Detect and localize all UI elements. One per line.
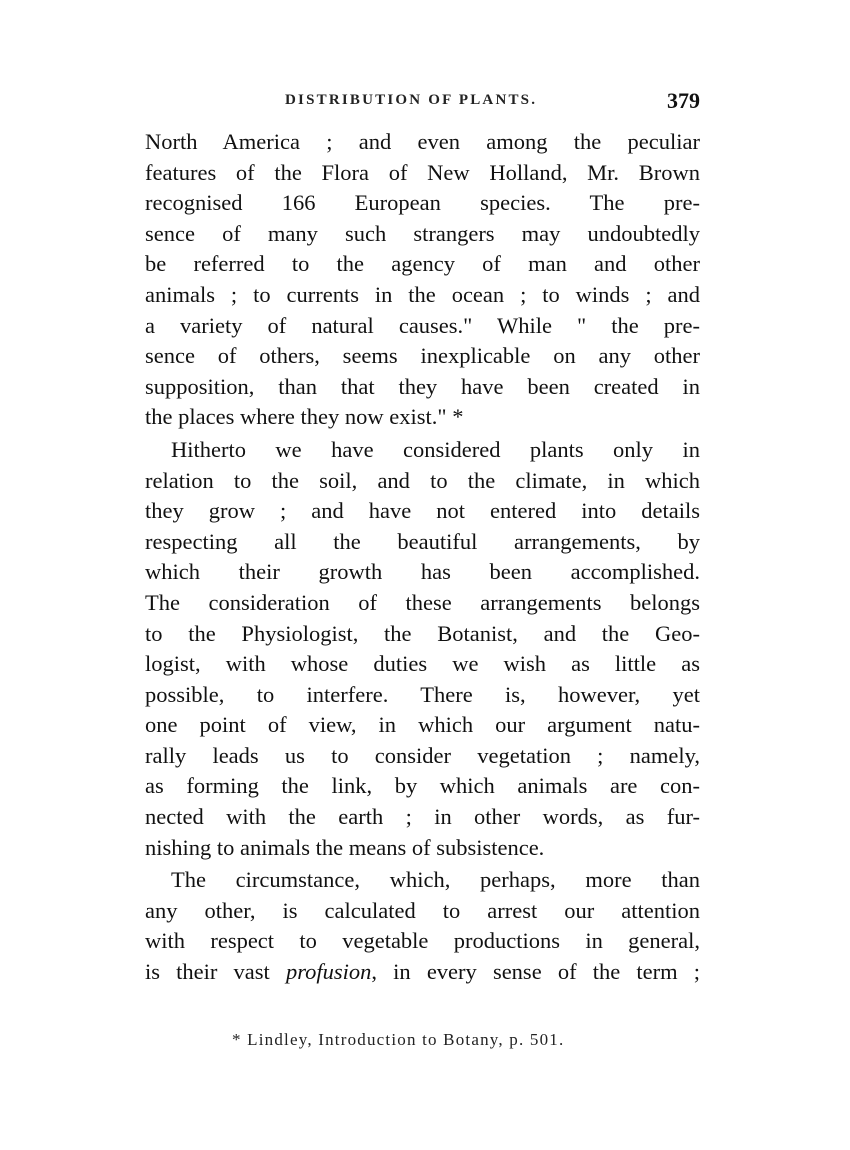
footnote: * Lindley, Introduction to Botany, p. 501. [232, 1030, 565, 1049]
text-line: North America ; and even among the peculiar [145, 129, 700, 154]
text-line-with-emphasis [145, 957, 700, 988]
text-line: as forming the link, by which animals are con- [145, 773, 700, 799]
text-line: relation to the soil, and to the climate, in which [145, 467, 700, 493]
paragraph-1 [145, 127, 700, 433]
text-line: with respect to vegetable productions in general, [145, 928, 700, 954]
text-line: to the Physiologist, the Botanist, and the Geo- [145, 620, 700, 646]
text-line: one point of view, in which our argument natu- [145, 712, 700, 738]
text-line: The circumstance, which, perhaps, more than [171, 867, 700, 893]
body-text [145, 127, 700, 988]
text-line: The consideration of these arrangements belongs [145, 589, 700, 615]
text-line: respecting all the beautiful arrangements, by [145, 528, 700, 554]
text-line: they grow ; and have not entered into details [145, 498, 700, 524]
paragraph-2 [145, 435, 700, 863]
text-line: a variety of natural causes." While " the pre- [145, 312, 700, 338]
page-number: 379 [667, 88, 700, 113]
emphasized-word: profusion [285, 959, 372, 985]
text-line: be referred to the agency of man and other [145, 251, 700, 277]
paragraph-3 [145, 865, 700, 987]
text-fragment: , in every sense of the term ; [371, 959, 700, 985]
text-line: features of the Flora of New Holland, Mr. Brown [145, 159, 700, 185]
text-line: supposition, than that they have been created in [145, 373, 700, 399]
text-line: Hitherto we have considered plants only in [171, 436, 700, 462]
text-line: sence of many such strangers may undoubtedly [145, 220, 700, 246]
text-line: possible, to interfere. There is, however, yet [145, 681, 700, 707]
text-line: animals ; to currents in the ocean ; to winds ; and [145, 281, 700, 307]
text-line: rally leads us to consider vegetation ; namely, [145, 742, 700, 768]
running-title: DISTRIBUTION OF PLANTS. [285, 92, 538, 108]
text-line: the places where they now exist." * [145, 404, 464, 430]
text-fragment: is their vast [145, 959, 286, 985]
text-line: logist, with whose duties we wish as little as [145, 651, 700, 677]
text-line: nishing to animals the means of subsistence. [145, 834, 545, 860]
text-line: which their growth has been accomplished. [145, 559, 700, 585]
running-head [145, 90, 700, 116]
text-line: any other, is calculated to arrest our attention [145, 897, 700, 923]
text-line: recognised 166 European species. The pre- [145, 190, 700, 216]
text-line: sence of others, seems inexplicable on any other [145, 343, 700, 369]
text-line: nected with the earth ; in other words, as fur- [145, 804, 700, 830]
